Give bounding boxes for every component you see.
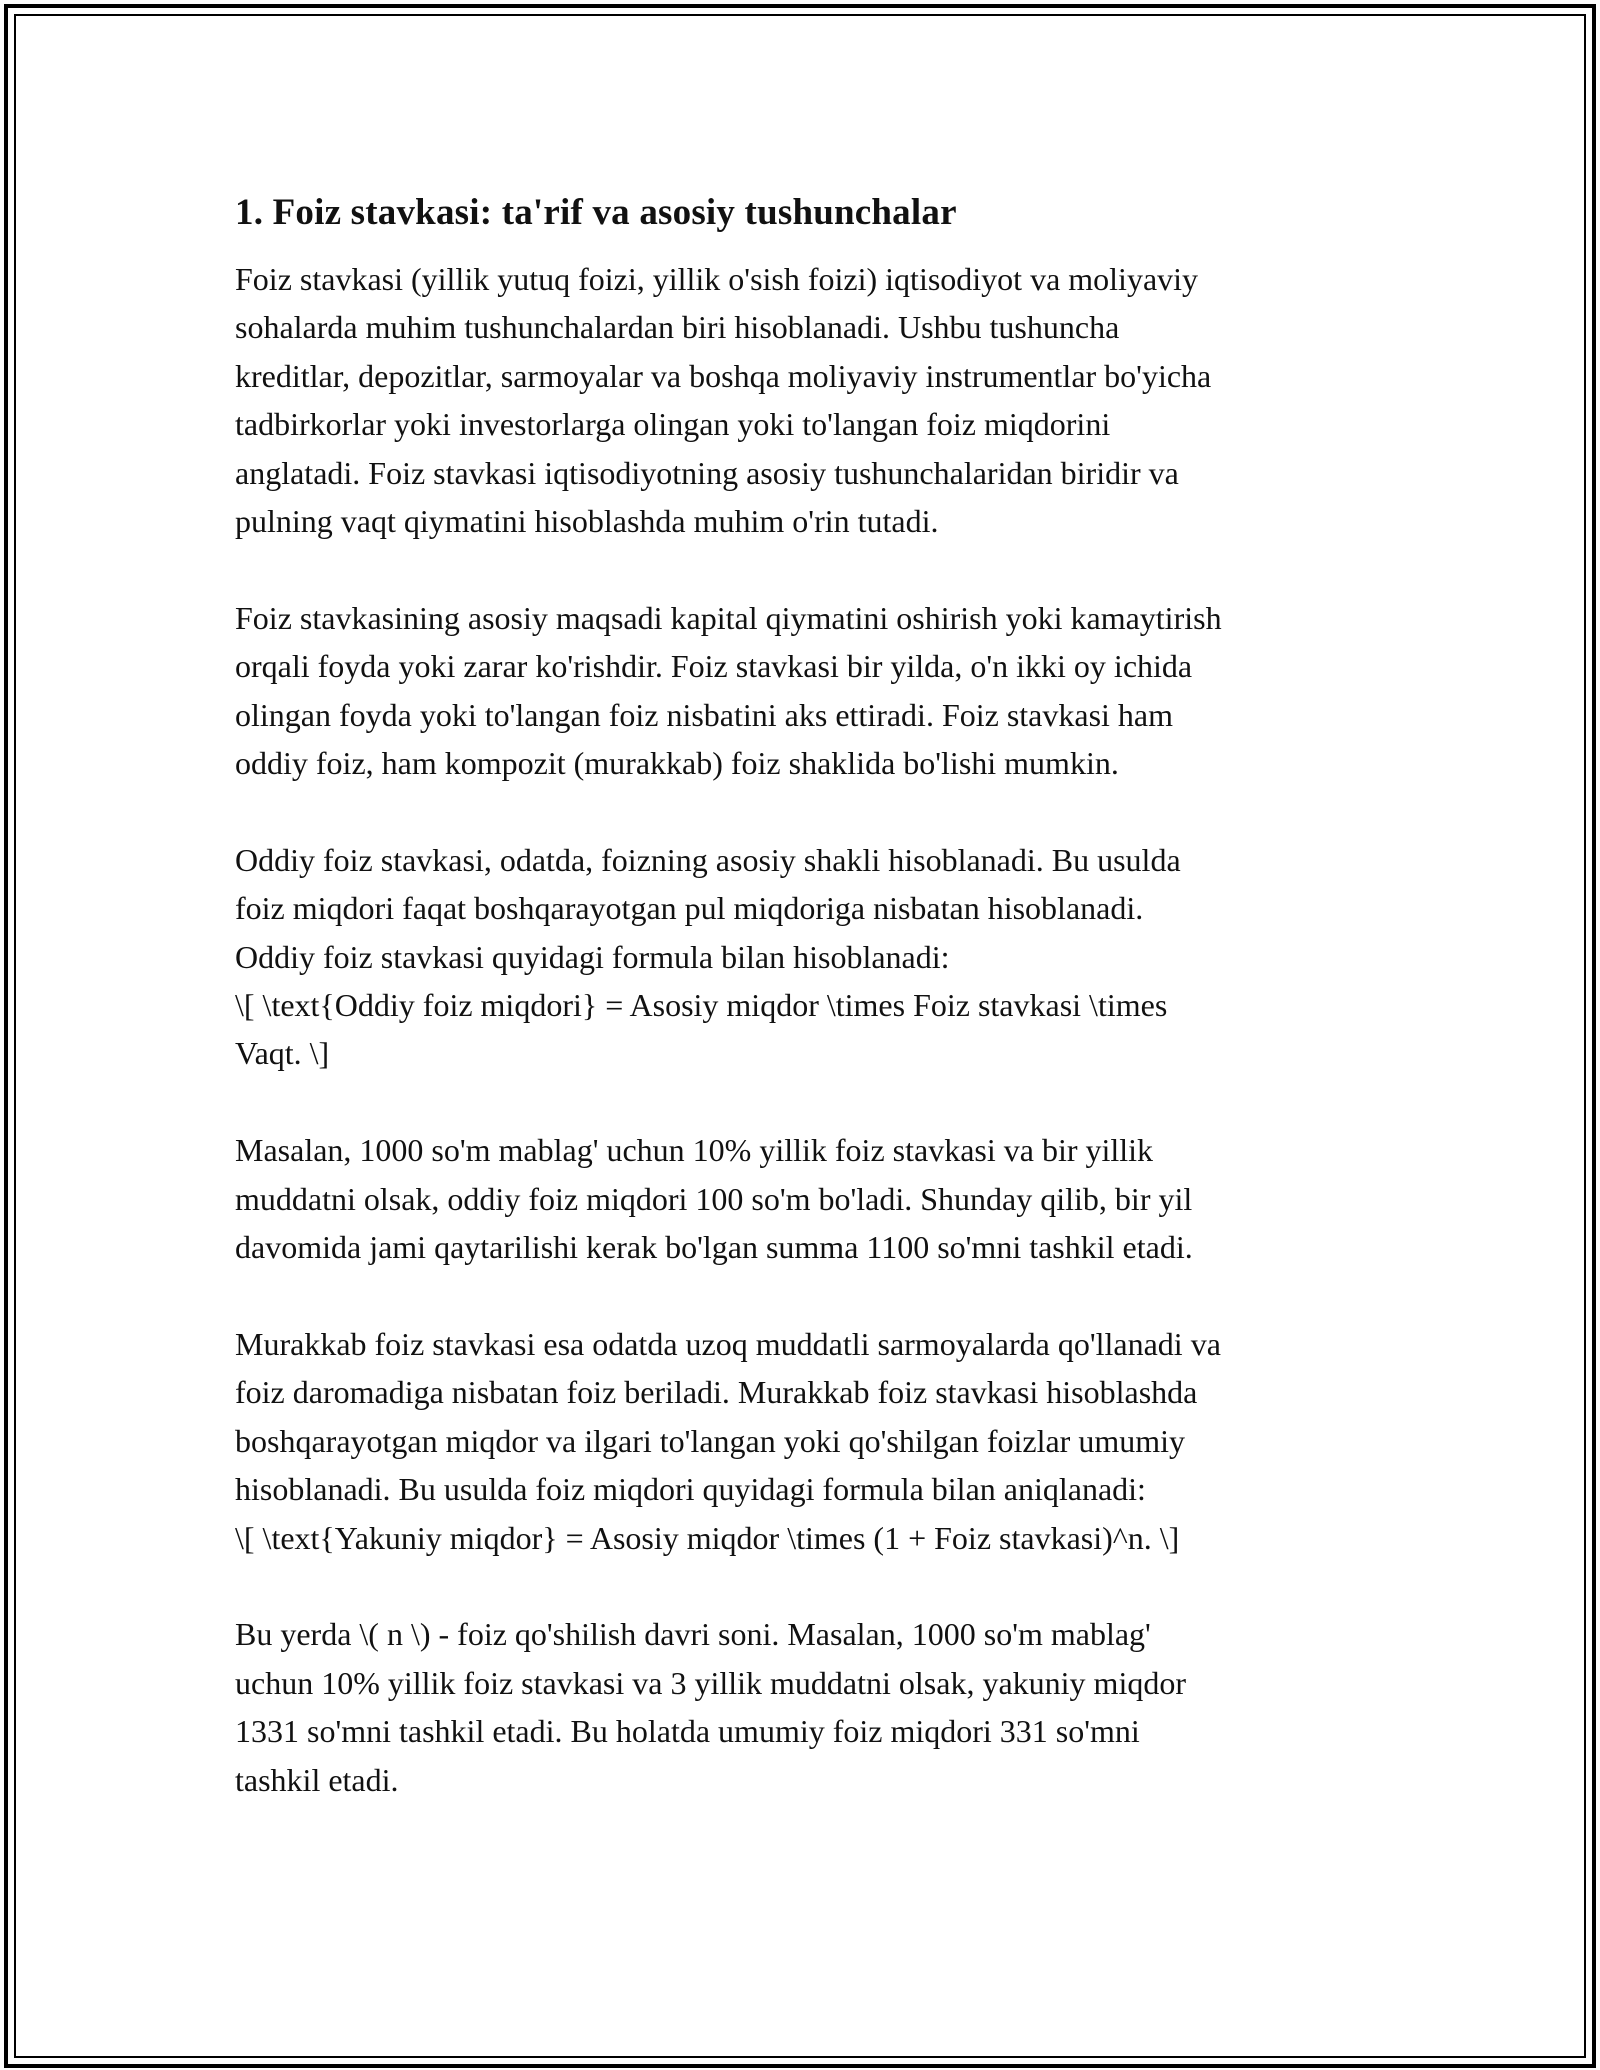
document-body [235,185,1395,1852]
text-line: Foiz stavkasi (yillik yutuq foizi, yillik o'sish foizi) iqtisodiyot va moliyaviy [235,261,1199,297]
text-line: foiz daromadiga nisbatan foiz beriladi. Murakkab foiz stavkasi hisoblashda [235,1374,1198,1411]
text-line: oddiy foiz, ham kompozit (murakkab) foiz shaklida bo'lishi mumkin. [235,745,1119,782]
text-line: hisoblanadi. Bu usulda foiz miqdori quyidagi formula bilan aniqlanadi: [235,1471,1146,1508]
paragraph-simple-example [235,1126,1395,1271]
text-line: davomida jami qaytarilishi kerak bo'lgan summa 1100 so'mni tashkil etadi. [235,1229,1193,1266]
text-line: Masalan, 1000 so'm mablag' uchun 10% yillik foiz stavkasi va bir yillik [235,1132,1154,1169]
paragraph-definition [235,255,1395,545]
text-line: boshqarayotgan miqdor va ilgari to'langan yoki qo'shilgan foizlar umumiy [235,1422,1185,1459]
formula-line: \[ \text{Oddiy foiz miqdori} = Asosiy miqdor \times Foiz stavkasi \times [235,987,1168,1024]
text-line: Murakkab foiz stavkasi esa odatda uzoq muddatli sarmoyalarda qo'llanadi va [235,1325,1221,1362]
paragraph-purpose [235,594,1395,788]
text-line: muddatni olsak, oddiy foiz miqdori 100 so'm bo'ladi. Shunday qilib, bir yil [235,1180,1193,1217]
text-line: sohalarda muhim tushunchalardan biri hisoblanadi. Ushbu tushuncha [235,309,1120,346]
formula-line: Vaqt. \] [235,1035,330,1072]
paragraph-simple-interest [235,836,1395,1078]
document-title: 1. Foiz stavkasi: ta'rif va asosiy tushunchalar [235,192,957,233]
text-line: Foiz stavkasining asosiy maqsadi kapital qiymatini oshirish yoki kamaytirish [235,599,1222,636]
text-line: olingan foyda yoki to'langan foiz nisbatini aks ettiradi. Foiz stavkasi ham [235,696,1174,733]
text-line: tashkil etadi. [235,1761,399,1798]
formula-line: \[ \text{Yakuniy miqdor} = Asosiy miqdor \times (1 + Foiz stavkasi)^n. \] [235,1519,1180,1556]
text-line: Oddiy foiz stavkasi quyidagi formula bilan hisoblanadi: [235,938,950,975]
text-line: Bu yerda \( n \) - foiz qo'shilish davri soni. Masalan, 1000 so'm mablag' [235,1616,1151,1653]
text-line: pulning vaqt qiymatini hisoblashda muhim o'rin tutadi. [235,503,939,540]
text-line: orqali foyda yoki zarar ko'rishdir. Foiz stavkasi bir yilda, o'n ikki oy ichida [235,648,1193,685]
paragraph-compound-example [235,1610,1395,1804]
text-line: Oddiy foiz stavkasi, odatda, foizning asosiy shakli hisoblanadi. Bu usulda [235,841,1181,878]
text-line: foiz miqdori faqat boshqarayotgan pul miqdoriga nisbatan hisoblanadi. [235,890,1144,927]
text-line: 1331 so'mni tashkil etadi. Bu holatda umumiy foiz miqdori 331 so'mni [235,1713,1140,1750]
text-line: anglatadi. Foiz stavkasi iqtisodiyotning asosiy tushunchalaridan biridir va [235,454,1179,491]
text-line: kreditlar, depozitlar, sarmoyalar va boshqa moliyaviy instrumentlar bo'yicha [235,357,1212,394]
text-line: tadbirkorlar yoki investorlarga olingan yoki to'langan foiz miqdorini [235,406,1111,443]
text-line: uchun 10% yillik foiz stavkasi va 3 yillik muddatni olsak, yakuniy miqdor [235,1664,1186,1701]
paragraph-compound-interest [235,1320,1395,1562]
